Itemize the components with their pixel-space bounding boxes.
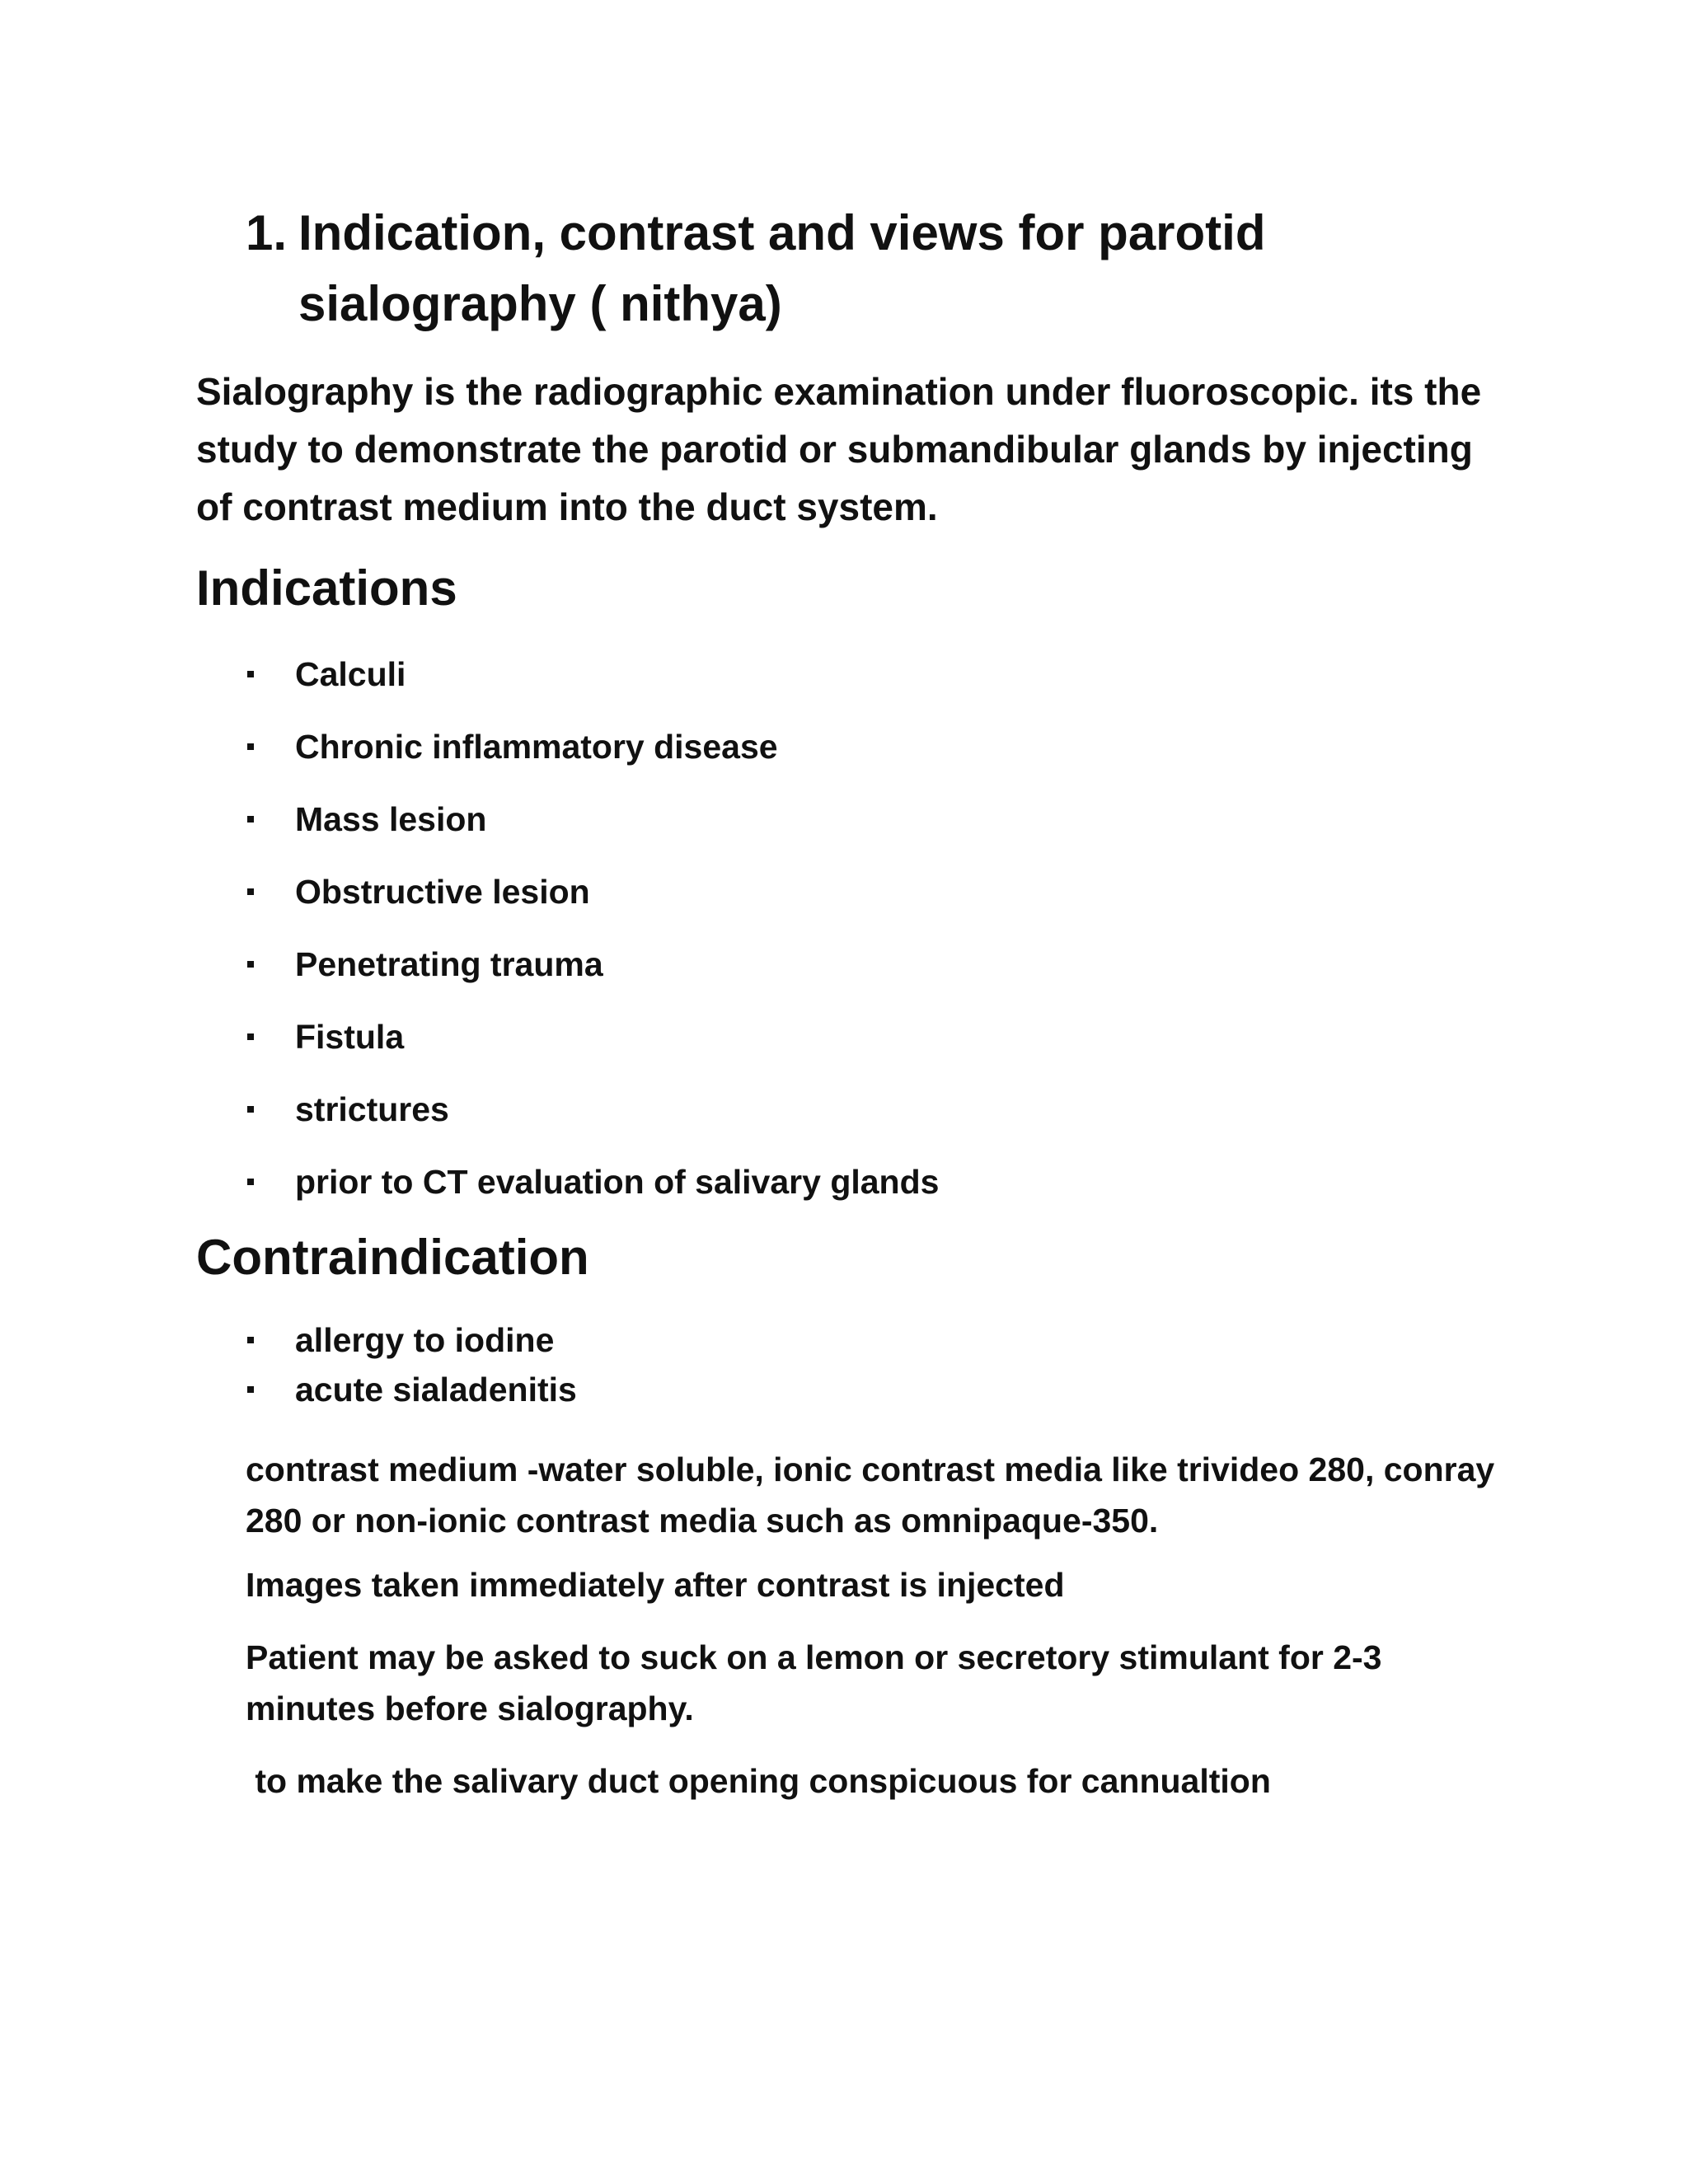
list-item: Penetrating trauma xyxy=(247,940,939,1012)
list-item: Obstructive lesion xyxy=(247,867,939,940)
contrast-medium-paragraph: contrast medium -water soluble, ionic contrast media like trivideo 280, conray 280 or non-ionic contrast media such as omnipaque-350. xyxy=(246,1451,1495,1540)
bullet-square-icon xyxy=(247,961,254,968)
title-text: Indication, contrast and views for parotid sialography ( nithya) xyxy=(298,205,1266,331)
bullet-square-icon xyxy=(247,743,254,750)
indications-heading: Indications xyxy=(196,560,457,616)
list-item: Calculi xyxy=(247,649,939,722)
page-title xyxy=(246,198,1482,340)
bullet-square-icon xyxy=(247,1337,254,1343)
indications-list xyxy=(247,649,939,1230)
list-item: Fistula xyxy=(247,1012,939,1085)
bullet-square-icon xyxy=(247,671,254,677)
list-item: prior to CT evaluation of salivary glands xyxy=(247,1157,939,1230)
list-item: acute sialadenitis xyxy=(247,1365,577,1414)
intro-paragraph: Sialography is the radiographic examination under fluoroscopic. its the study to demonstrate the parotid or submandibular glands by injecting of contrast medium into the duct system. xyxy=(196,370,1482,528)
bullet-square-icon xyxy=(247,1033,254,1040)
contraindication-heading: Contraindication xyxy=(196,1230,589,1285)
list-item: Chronic inflammatory disease xyxy=(247,722,939,794)
patient-paragraph: Patient may be asked to suck on a lemon or secretory stimulant for 2-3 minutes before sialography. xyxy=(246,1638,1382,1727)
images-paragraph: Images taken immediately after contrast is injected xyxy=(246,1566,1065,1604)
contraindication-list xyxy=(247,1315,577,1414)
bullet-square-icon xyxy=(247,1386,254,1393)
bullet-square-icon xyxy=(247,816,254,823)
duct-opening-paragraph: to make the salivary duct opening conspicuous for cannualtion xyxy=(246,1762,1271,1800)
list-item: Mass lesion xyxy=(247,794,939,867)
bullet-square-icon xyxy=(247,888,254,895)
bullet-square-icon xyxy=(247,1106,254,1113)
title-number: 1. xyxy=(246,205,288,260)
list-item: allergy to iodine xyxy=(247,1315,577,1365)
bullet-square-icon xyxy=(247,1179,254,1185)
list-item: strictures xyxy=(247,1085,939,1157)
